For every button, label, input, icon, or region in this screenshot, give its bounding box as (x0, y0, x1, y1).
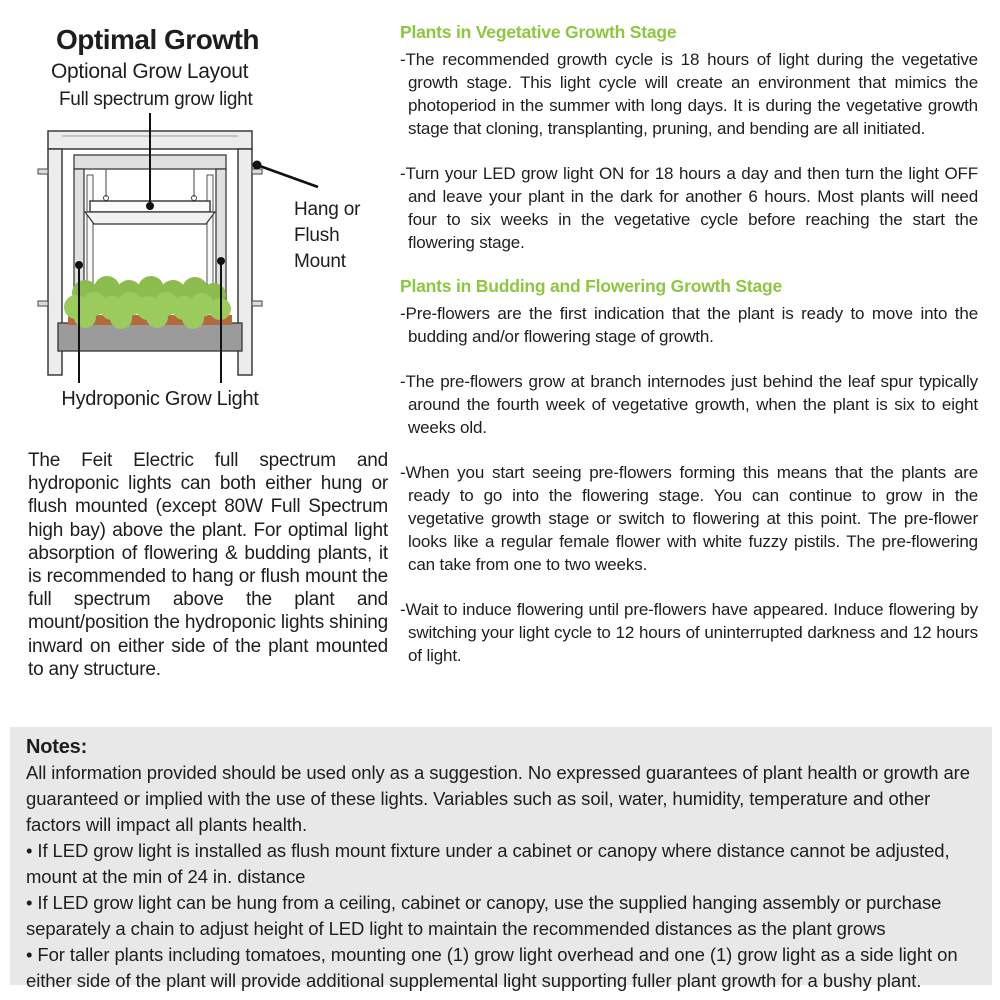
full-spectrum-light-label: Full spectrum grow light (59, 89, 253, 110)
vegetative-paragraph: -Turn your LED grow light ON for 18 hours a day and then turn the light OFF and leave your plant in the dark for another 6 hours. Most plants will need four to six weeks in the vegetative cycle before reaching the start the flowering stage. (400, 164, 978, 252)
page-subtitle: Optional Grow Layout (51, 60, 249, 83)
growth-stages-column (400, 22, 978, 689)
notes-bullet: • If LED grow light can be hung from a ceiling, cabinet or canopy, use the supplied hanging assembly or purchase separately a chain to adjust height of LED light to maintain the recommended distances as the plant grows (26, 892, 942, 939)
vegetative-paragraph: -The recommended growth cycle is 18 hours of light during the vegetative growth stage. This light cycle will create an environment that mimics the photoperiod in the summer with long days. It is during the vegetative growth stage that cloning, transplanting, pruning, and bending are all initiated. (400, 50, 978, 138)
notes-bullet: • For taller plants including tomatoes, mounting one (1) grow light overhead and one (1) grow light as a side light on either side of the plant will provide additional supplemental light supporting fuller plant growth for a bushy plant. (26, 944, 958, 991)
notes-section (10, 727, 992, 991)
flowering-paragraph: -When you start seeing pre-flowers forming this means that the plants are ready to go into the flowering stage. You can continue to grow in the vegetative growth stage or switch to flowering at this point. The pre-flower looks like a regular female flower with white fuzzy pistils. The pre-flowering can take from one to two weeks. (400, 463, 978, 574)
section-heading-vegetative: Plants in Vegetative Growth Stage (400, 22, 677, 42)
hang-or-flush-mount-label: Hang or Flush Mount (294, 199, 361, 272)
flowering-paragraph: -The pre-flowers grow at branch internodes just behind the leaf spur typically around the fourth week of vegetative growth, when the plant is six to eight weeks old. (400, 372, 978, 437)
hydroponic-grow-light-label: Hydroponic Grow Light (61, 388, 259, 410)
flowering-paragraph: -Pre-flowers are the first indication that the plant is ready to move into the budding and/or flowering stage of growth. (400, 304, 978, 346)
notes-bullet: • If LED grow light is installed as flush mount fixture under a cabinet or canopy where distance cannot be adjusted, mount at the min of 24 in. distance (26, 840, 950, 887)
notes-intro: All information provided should be used only as a suggestion. No expressed guarantees of plant health or growth are guaranteed or implied with the use of these lights. Variables such as soil, water, humidity, temperature and other factors will impact all plants health. (26, 762, 970, 835)
page-title: Optimal Growth (56, 24, 259, 55)
section-heading-flowering: Plants in Budding and Flowering Growth Stage (400, 276, 783, 296)
mounting-description: The Feit Electric full spectrum and hydroponic lights can both either hung or flush mounted (except 80W Full Spectrum high bay) above the plant. For optimal light absorption of flowering & budding plants, it is recommended to hang or flush mount the full spectrum above the plant and mount/position the hydroponic lights shining inward on either side of the plant mounted to any structure. (28, 450, 388, 680)
notes-heading: Notes: (26, 736, 88, 758)
flowering-paragraph: -Wait to induce flowering until pre-flowers have appeared. Induce flowering by switching your light cycle to 12 hours of uninterrupted darkness and 12 hours of light. (400, 600, 978, 665)
